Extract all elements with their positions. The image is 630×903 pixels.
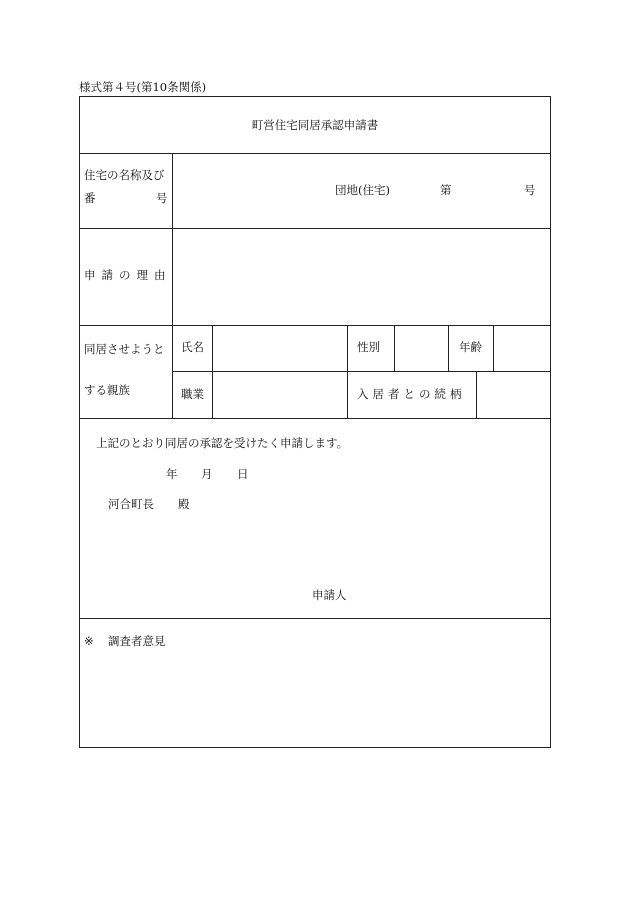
addressee: 河合町長 (108, 497, 154, 511)
survey-input[interactable] (80, 655, 550, 747)
sex-label: 性別 (357, 340, 380, 354)
housing-go: 号 (524, 183, 536, 197)
reason-input[interactable] (173, 229, 550, 324)
form-number: 様式第４号(第10条関係) (79, 80, 207, 94)
divider (79, 418, 551, 419)
survey-mark: ※ (84, 634, 94, 648)
relationship-label: 入居者との続柄 (357, 387, 466, 401)
survey-label: 調査者意見 (108, 634, 166, 648)
housing-dai: 第 (440, 183, 452, 197)
housing-danchi: 団地(住宅) (335, 183, 390, 197)
occupation-label: 職業 (181, 387, 204, 401)
date-month: 月 (201, 467, 213, 481)
divider (448, 325, 449, 371)
divider (79, 618, 551, 619)
name-label: 氏名 (181, 340, 204, 354)
relative-label-line1: 同居させようと (84, 342, 165, 356)
date-day: 日 (237, 467, 249, 481)
form-title: 町営住宅同居承認申請書 (251, 118, 379, 132)
housing-label-ban: 番 (84, 191, 96, 205)
age-input[interactable] (494, 326, 550, 370)
housing-label-line1: 住宅の名称及び (84, 168, 165, 182)
date-year: 年 (166, 467, 178, 481)
occupation-input[interactable] (213, 372, 346, 417)
housing-input[interactable] (173, 154, 550, 227)
reason-label: 申請の理由 (84, 268, 172, 282)
divider (347, 325, 348, 418)
housing-label-go: 号 (156, 191, 168, 205)
age-label: 年齢 (459, 340, 482, 354)
applicant-label: 申請人 (312, 588, 347, 602)
relative-label-line2: する親族 (84, 383, 130, 397)
statement-text: 上記のとおり同居の承認を受けたく申請します。 (96, 436, 349, 450)
sex-input[interactable] (395, 326, 447, 370)
relationship-input[interactable] (477, 372, 550, 417)
name-input[interactable] (213, 326, 346, 370)
honorific: 殿 (178, 497, 190, 511)
